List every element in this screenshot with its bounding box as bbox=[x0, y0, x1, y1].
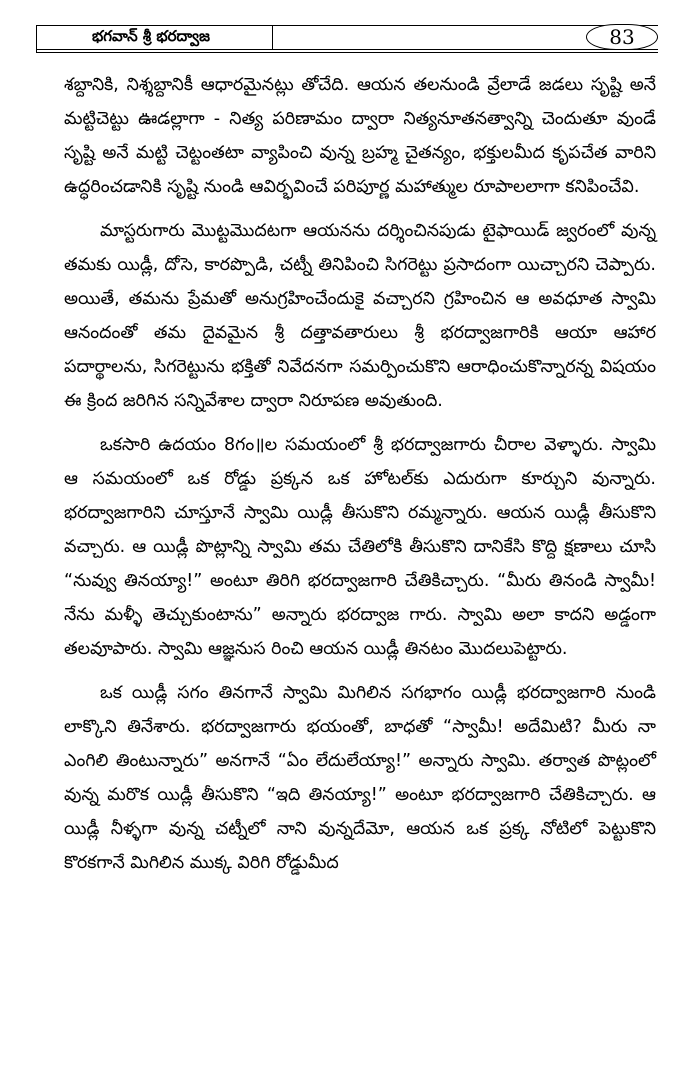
paragraph: ఒకసారి ఉదయం 8గం॥ల సమయంలో శ్రీ భరద్వాజగారు చీరాల వెళ్ళారు. స్వామి ఆ సమయంలో ఒక రోడ్డు ప్రక్కన ఒక హోటల్‌కు ఎదురుగా కూర్చుని వున్నారు. భరద్వాజగారిని చూస్తూనే స్వామి యిడ్లీ తీసుకొని రమ్మన్నారు. ఆయన యిడ్లీ తీసుకొని వచ్చారు. ఆ యిడ్లీ పొట్లాన్ని స్వామి తమ చేతిలోకి తీసుకొని దానికేసి కొద్ది క్షణాలు చూసి “నువ్వు తినయ్యా!” అంటూ తిరిగి భరద్వాజగారి చేతికిచ్చారు. “మీరు తినండి స్వామీ! నేను మళ్ళీ తెచ్చుకుంటాను” అన్నారు భరద్వాజ గారు. స్వామి అలా కాదని అడ్డంగా తలవూపారు. స్వామి ఆజ్ఞనుస రించి ఆయన యిడ్లీ తినటం మొదలుపెట్టారు. bbox=[64, 435, 656, 659]
header-left-edge bbox=[36, 25, 37, 53]
page-body bbox=[64, 68, 656, 880]
header-top-rule bbox=[36, 25, 658, 26]
running-title: భగవాన్ శ్రీ భరద్వాజ bbox=[92, 27, 210, 45]
paragraph: శబ్దానికి, నిశ్శబ్దానికీ ఆధారమైనట్లు తోచేది. ఆయన తలనుండి వ్రేలాడే జడలు సృష్టి అనే మట్టిచెట్టు ఊడల్లాగా - నిత్య పరిణామం ద్వారా నిత్యనూతనత్వాన్ని చెందుతూ వుండే సృష్టి అనే మట్టి చెట్టంతటా వ్యాపించి వున్న బ్రహ్మ చైతన్యం, భక్తులమీద కృపచేత వారిని ఉద్ధరించడానికి సృష్టి నుండి ఆవిర్భవించే పరిపూర్ణ మహాత్ముల రూపాలలాగా కనిపించేవి. bbox=[64, 75, 656, 197]
running-header bbox=[36, 25, 658, 55]
paragraph: ఒక యిడ్లీ సగం తినగానే స్వామి మిగిలిన సగభాగం యిడ్లీ భరద్వాజగారి నుండి లాక్కొని తినేశారు. భరద్వాజగారు భయంతో, బాధతో “స్వామీ! అదేమిటి? మీరు నా ఎంగిలి తింటున్నారు” అనగానే “ఏం లేదులేయ్యా!” అన్నారు స్వామి. తర్వాత పొట్లంలో వున్న మరొక యిడ్లీ తీసుకొని “ఇది తినయ్యా!” అంటూ భరద్వాజగారి చేతికిచ్చారు. ఆ యిడ్లీ నీళ్ళగా వున్న చట్నీలో నాని వున్నదేమో, ఆయన ఒక ప్రక్క నోటిలో పెట్టుకొని కొరకగానే మిగిలిన ముక్క విరిగి రోడ్డుమీద bbox=[64, 683, 656, 873]
page-number: 83 bbox=[586, 24, 658, 50]
paragraph: మాస్టరుగారు మొట్టమొదటగా ఆయనను దర్శించినపుడు టైఫాయిడ్ జ్వరంలో వున్న తమకు యిడ్లీ, దోసె, కారప్పొడి, చట్నీ తినిపించి సిగరెట్టు ప్రసాదంగా యిచ్చారని చెప్పారు. అయితే, తమను ప్రేమతో అనుగ్రహించేందుకై వచ్చారని గ్రహించిన ఆ అవధూత స్వామి ఆనందంతో తమ దైవమైన శ్రీ దత్తావతారులు శ్రీ భరద్వాజగారికి ఆయా ఆహార పదార్థాలను, సిగరెట్టును భక్తితో నివేదనగా సమర్పించుకొని ఆరాధించుకొన్నారన్న విషయం ఈ క్రింద జరిగిన సన్నివేశాల ద్వారా నిరూపణ అవుతుంది. bbox=[64, 221, 656, 411]
header-bottom-rule bbox=[36, 49, 658, 50]
header-divider bbox=[272, 25, 273, 49]
header-bottom-rule-thin bbox=[36, 52, 658, 53]
